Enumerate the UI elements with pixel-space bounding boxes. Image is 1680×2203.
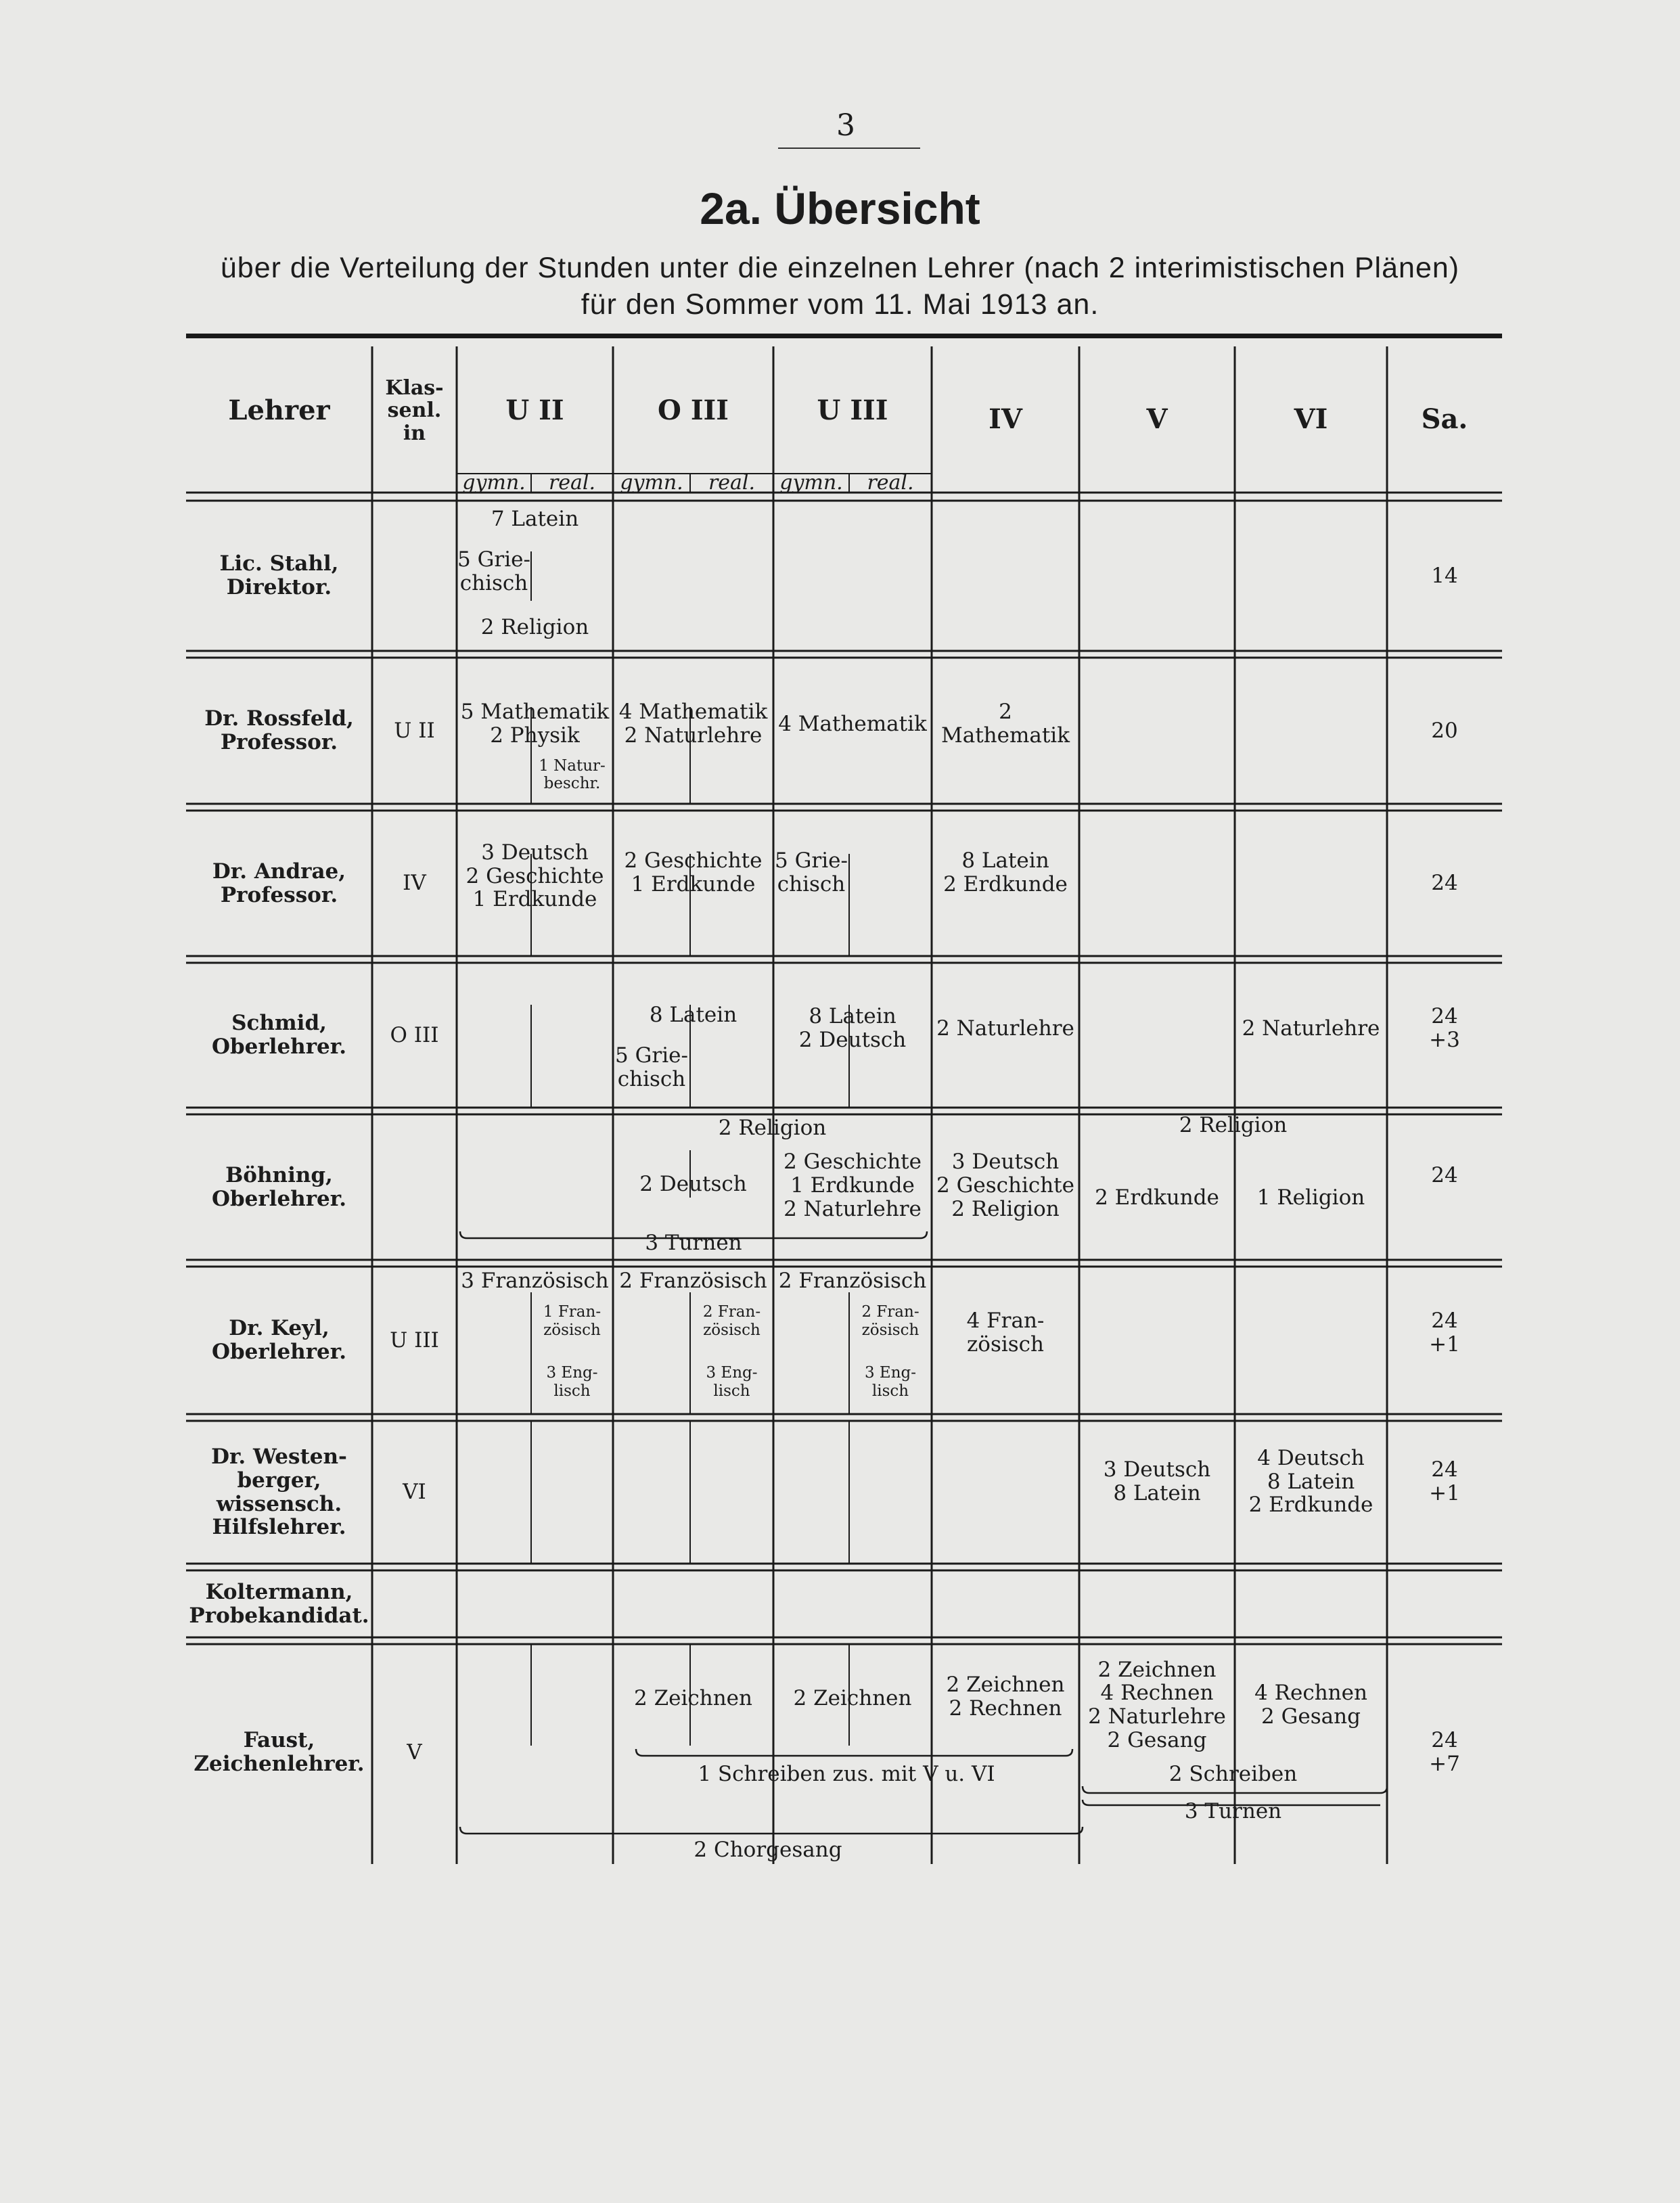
col-header-oiii: O III	[658, 394, 729, 426]
cell-uii-top: 7 Latein	[491, 507, 579, 532]
teacher-name: Koltermann, Probekandidat.	[189, 1579, 369, 1628]
cell-oiii: 2 Geschichte 1 Erdkunde	[624, 848, 763, 896]
cell-uiii-gymn: 5 Grie- chisch	[775, 848, 848, 896]
col-header-iv: IV	[989, 403, 1022, 435]
col-header-lehrer: Lehrer	[228, 394, 330, 426]
teacher-name: Schmid, Oberlehrer.	[211, 1011, 347, 1059]
klassenlehrer: IV	[403, 871, 426, 896]
teacher-name: Dr. Westen- berger, wissensch. Hilfslehrer.	[211, 1445, 347, 1540]
row-sum: 24 +1	[1429, 1457, 1460, 1505]
cell-uii: 3 Französisch	[461, 1268, 609, 1293]
cell-chorgesang: 2 Chorgesang	[694, 1838, 842, 1863]
klassenlehrer: U III	[390, 1327, 439, 1353]
cell-vi: 4 Deutsch 8 Latein 2 Erdkunde	[1248, 1445, 1373, 1518]
cell-vi: 1 Religion	[1256, 1185, 1365, 1210]
sub-header-oiii-real: real.	[708, 471, 756, 495]
klassenlehrer: U II	[394, 718, 435, 743]
teacher-name: Dr. Rossfeld, Professor.	[204, 706, 354, 754]
cell-real-en-1: 3 Eng- lisch	[546, 1364, 598, 1400]
cell-turnen: 3 Turnen	[1184, 1799, 1282, 1824]
cell-uiii: 2 Zeichnen	[793, 1685, 912, 1710]
col-header-uiii: U III	[817, 394, 888, 426]
cell-uii: 3 Deutsch 2 Geschichte 1 Erdkunde	[466, 840, 604, 912]
teacher-name: Dr. Keyl, Oberlehrer.	[211, 1316, 347, 1364]
cell-iv: 4 Fran- zösisch	[966, 1309, 1045, 1357]
cell-iv: 8 Latein 2 Erdkunde	[943, 848, 1068, 896]
row-sum: 24 +1	[1429, 1309, 1460, 1357]
page-title: 2a. Übersicht	[700, 183, 980, 233]
cell-uiii: 2 Geschichte 1 Erdkunde 2 Naturlehre	[784, 1150, 922, 1221]
sub-header-uii-gymn: gymn.	[462, 471, 526, 495]
row-sum: 24	[1431, 1162, 1458, 1187]
subtitle-line-1: über die Verteilung der Stunden unter die einzelnen Lehrer (nach 2 interimistischen Plänen)	[220, 252, 1460, 284]
cell-oiii: 2 Französisch	[619, 1268, 767, 1293]
sub-header-uiii-gymn: gymn.	[779, 471, 843, 495]
row-sum: 20	[1431, 718, 1458, 743]
cell-uii-real: 1 Natur- beschr.	[539, 756, 606, 792]
teacher-name: Böhning, Oberlehrer.	[211, 1162, 347, 1211]
cell-real-fr-2: 2 Fran- zösisch	[702, 1303, 761, 1339]
cell-real-fr-3: 2 Fran- zösisch	[861, 1303, 920, 1339]
teacher-name: Dr. Andrae, Professor.	[212, 859, 346, 907]
col-header-klassenl: Klas- senl. in	[385, 376, 444, 445]
cell-uiii: 8 Latein 2 Deutsch	[798, 1004, 907, 1052]
cell-uii-gymn: 5 Grie- chisch	[457, 547, 530, 595]
cell-v: 2 Zeichnen 4 Rechnen 2 Naturlehre 2 Gesang	[1088, 1657, 1226, 1752]
cell-uii-bottom: 2 Religion	[480, 615, 589, 640]
cell-religion-right: 2 Religion	[1179, 1112, 1288, 1137]
row-sum: 24 +3	[1429, 1004, 1460, 1052]
klassenlehrer: VI	[403, 1480, 426, 1505]
cell-uii: 5 Mathematik 2 Physik	[460, 700, 610, 748]
cell-oiii: 2 Deutsch	[639, 1171, 747, 1196]
cell-real-en-3: 3 Eng- lisch	[864, 1364, 917, 1400]
row-sum: 24 +7	[1429, 1728, 1460, 1776]
subtitle-line-2: für den Sommer vom 11. Mai 1913 an.	[581, 288, 1099, 321]
col-header-uii: U II	[505, 394, 564, 426]
subcolumn-rules	[457, 471, 932, 1746]
cell-v: 2 Erdkunde	[1095, 1185, 1219, 1210]
cell-religion-left: 2 Religion	[718, 1115, 827, 1140]
cell-v: 3 Deutsch 8 Latein	[1103, 1457, 1211, 1505]
cell-vi: 2 Naturlehre	[1242, 1016, 1380, 1041]
cell-schreiben: 1 Schreiben zus. mit V u. VI	[698, 1762, 995, 1787]
col-header-vi: VI	[1294, 403, 1328, 435]
sub-header-uiii-real: real.	[867, 471, 914, 495]
cell-vi: 4 Rechnen 2 Gesang	[1254, 1681, 1367, 1729]
klassenlehrer: V	[407, 1740, 422, 1765]
cell-turnen: 3 Turnen	[645, 1231, 742, 1256]
cell-oiii: 2 Zeichnen	[634, 1685, 752, 1710]
row-sum: 24	[1431, 871, 1458, 896]
cell-oiii-gymn: 5 Grie- chisch	[615, 1043, 688, 1091]
cell-real-fr-1: 1 Fran- zösisch	[543, 1303, 601, 1339]
cell-oiii: 8 Latein	[649, 1002, 737, 1027]
cell-uiii: 2 Französisch	[778, 1268, 927, 1293]
col-header-sa: Sa.	[1421, 403, 1468, 435]
sub-header-uii-real: real.	[548, 471, 596, 495]
cell-iv: 2 Zeichnen 2 Rechnen	[946, 1672, 1065, 1721]
sub-header-oiii-gymn: gymn.	[620, 471, 683, 495]
klassenlehrer: O III	[390, 1022, 439, 1047]
row-sum: 14	[1431, 563, 1458, 588]
cell-real-en-2: 3 Eng- lisch	[706, 1364, 758, 1400]
page-number: 3	[836, 108, 855, 143]
cell-uiii: 4 Mathematik	[778, 711, 927, 736]
cell-oiii: 4 Mathematik 2 Naturlehre	[618, 700, 768, 748]
teacher-name: Lic. Stahl, Direktor.	[219, 551, 339, 599]
cell-schreiben-2: 2 Schreiben	[1168, 1762, 1298, 1787]
cell-iv: 2 Mathematik	[940, 700, 1070, 748]
cell-iv: 2 Naturlehre	[936, 1016, 1074, 1041]
teacher-name: Faust, Zeichenlehrer.	[194, 1728, 365, 1776]
col-header-v: V	[1146, 403, 1168, 435]
cell-iv: 3 Deutsch 2 Geschichte 2 Religion	[936, 1150, 1074, 1221]
